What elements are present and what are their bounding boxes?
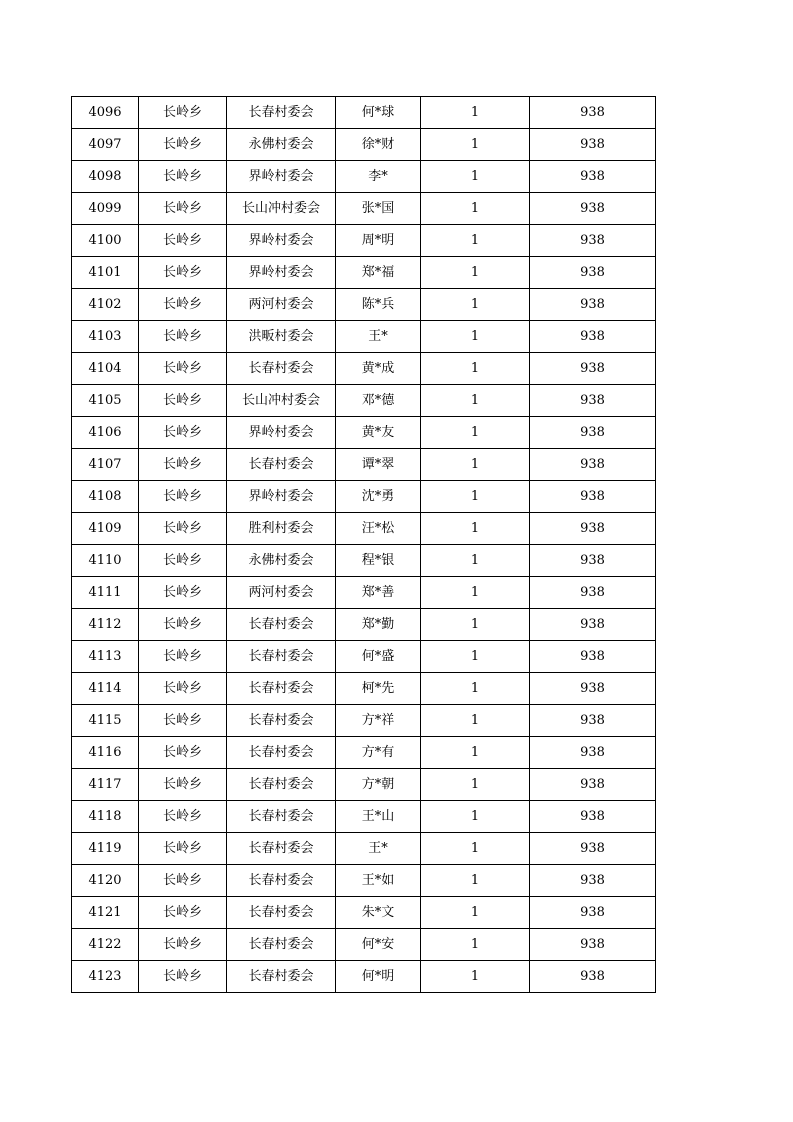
name-cell: 郑*福	[336, 257, 421, 289]
amount-cell: 938	[530, 353, 656, 385]
amount-cell: 938	[530, 961, 656, 993]
amount-cell: 938	[530, 577, 656, 609]
row-number-cell: 4123	[72, 961, 139, 993]
table-row	[72, 225, 656, 257]
row-number-cell: 4112	[72, 609, 139, 641]
township-cell: 长岭乡	[139, 129, 227, 161]
table-row	[72, 961, 656, 993]
township-cell: 长岭乡	[139, 161, 227, 193]
township-cell: 长岭乡	[139, 449, 227, 481]
row-number-cell: 4120	[72, 865, 139, 897]
row-number-cell: 4104	[72, 353, 139, 385]
amount-cell: 938	[530, 225, 656, 257]
count-cell: 1	[421, 545, 530, 577]
count-cell: 1	[421, 961, 530, 993]
amount-cell: 938	[530, 865, 656, 897]
table-row	[72, 705, 656, 737]
name-cell: 陈*兵	[336, 289, 421, 321]
count-cell: 1	[421, 577, 530, 609]
name-cell: 程*银	[336, 545, 421, 577]
village-committee-cell: 长春村委会	[227, 737, 336, 769]
table-row	[72, 801, 656, 833]
table-row	[72, 769, 656, 801]
township-cell: 长岭乡	[139, 353, 227, 385]
row-number-cell: 4096	[72, 97, 139, 129]
name-cell: 徐*财	[336, 129, 421, 161]
village-committee-cell: 洪畈村委会	[227, 321, 336, 353]
name-cell: 王*	[336, 833, 421, 865]
township-cell: 长岭乡	[139, 897, 227, 929]
village-committee-cell: 界岭村委会	[227, 257, 336, 289]
name-cell: 沈*勇	[336, 481, 421, 513]
village-committee-cell: 界岭村委会	[227, 481, 336, 513]
table-row	[72, 737, 656, 769]
table-row	[72, 641, 656, 673]
village-committee-cell: 长春村委会	[227, 769, 336, 801]
name-cell: 方*朝	[336, 769, 421, 801]
count-cell: 1	[421, 257, 530, 289]
township-cell: 长岭乡	[139, 769, 227, 801]
township-cell: 长岭乡	[139, 929, 227, 961]
township-cell: 长岭乡	[139, 577, 227, 609]
village-committee-cell: 界岭村委会	[227, 225, 336, 257]
name-cell: 汪*松	[336, 513, 421, 545]
amount-cell: 938	[530, 161, 656, 193]
count-cell: 1	[421, 609, 530, 641]
data-table	[71, 96, 656, 993]
table-row	[72, 513, 656, 545]
table-row	[72, 449, 656, 481]
row-number-cell: 4102	[72, 289, 139, 321]
row-number-cell: 4109	[72, 513, 139, 545]
row-number-cell: 4116	[72, 737, 139, 769]
table-row	[72, 321, 656, 353]
amount-cell: 938	[530, 673, 656, 705]
table-row	[72, 609, 656, 641]
amount-cell: 938	[530, 833, 656, 865]
count-cell: 1	[421, 865, 530, 897]
count-cell: 1	[421, 897, 530, 929]
row-number-cell: 4117	[72, 769, 139, 801]
township-cell: 长岭乡	[139, 609, 227, 641]
count-cell: 1	[421, 161, 530, 193]
count-cell: 1	[421, 769, 530, 801]
township-cell: 长岭乡	[139, 225, 227, 257]
amount-cell: 938	[530, 193, 656, 225]
name-cell: 方*祥	[336, 705, 421, 737]
table-row	[72, 833, 656, 865]
village-committee-cell: 长山冲村委会	[227, 385, 336, 417]
table-row	[72, 129, 656, 161]
row-number-cell: 4100	[72, 225, 139, 257]
village-committee-cell: 界岭村委会	[227, 161, 336, 193]
row-number-cell: 4103	[72, 321, 139, 353]
amount-cell: 938	[530, 385, 656, 417]
amount-cell: 938	[530, 801, 656, 833]
table-row	[72, 97, 656, 129]
table-row	[72, 417, 656, 449]
village-committee-cell: 胜利村委会	[227, 513, 336, 545]
township-cell: 长岭乡	[139, 97, 227, 129]
township-cell: 长岭乡	[139, 417, 227, 449]
name-cell: 郑*勤	[336, 609, 421, 641]
village-committee-cell: 长春村委会	[227, 929, 336, 961]
amount-cell: 938	[530, 321, 656, 353]
table-row	[72, 673, 656, 705]
village-committee-cell: 长春村委会	[227, 97, 336, 129]
row-number-cell: 4101	[72, 257, 139, 289]
name-cell: 王*如	[336, 865, 421, 897]
table-row	[72, 257, 656, 289]
table-row	[72, 353, 656, 385]
village-committee-cell: 长山冲村委会	[227, 193, 336, 225]
row-number-cell: 4111	[72, 577, 139, 609]
amount-cell: 938	[530, 769, 656, 801]
name-cell: 邓*德	[336, 385, 421, 417]
village-committee-cell: 长春村委会	[227, 705, 336, 737]
name-cell: 何*球	[336, 97, 421, 129]
table-body	[72, 97, 656, 993]
amount-cell: 938	[530, 417, 656, 449]
village-committee-cell: 长春村委会	[227, 673, 336, 705]
amount-cell: 938	[530, 449, 656, 481]
count-cell: 1	[421, 321, 530, 353]
amount-cell: 938	[530, 481, 656, 513]
table-row	[72, 193, 656, 225]
row-number-cell: 4098	[72, 161, 139, 193]
village-committee-cell: 长春村委会	[227, 641, 336, 673]
village-committee-cell: 两河村委会	[227, 289, 336, 321]
table-row	[72, 161, 656, 193]
township-cell: 长岭乡	[139, 705, 227, 737]
row-number-cell: 4121	[72, 897, 139, 929]
village-committee-cell: 长春村委会	[227, 449, 336, 481]
count-cell: 1	[421, 673, 530, 705]
name-cell: 李*	[336, 161, 421, 193]
table-row	[72, 545, 656, 577]
amount-cell: 938	[530, 641, 656, 673]
row-number-cell: 4106	[72, 417, 139, 449]
township-cell: 长岭乡	[139, 545, 227, 577]
township-cell: 长岭乡	[139, 321, 227, 353]
count-cell: 1	[421, 481, 530, 513]
village-committee-cell: 长春村委会	[227, 353, 336, 385]
count-cell: 1	[421, 929, 530, 961]
village-committee-cell: 长春村委会	[227, 897, 336, 929]
row-number-cell: 4108	[72, 481, 139, 513]
row-number-cell: 4107	[72, 449, 139, 481]
count-cell: 1	[421, 129, 530, 161]
amount-cell: 938	[530, 929, 656, 961]
name-cell: 黄*友	[336, 417, 421, 449]
amount-cell: 938	[530, 257, 656, 289]
name-cell: 张*国	[336, 193, 421, 225]
amount-cell: 938	[530, 705, 656, 737]
township-cell: 长岭乡	[139, 865, 227, 897]
amount-cell: 938	[530, 289, 656, 321]
village-committee-cell: 永佛村委会	[227, 545, 336, 577]
count-cell: 1	[421, 513, 530, 545]
township-cell: 长岭乡	[139, 737, 227, 769]
township-cell: 长岭乡	[139, 833, 227, 865]
table-row	[72, 289, 656, 321]
count-cell: 1	[421, 705, 530, 737]
row-number-cell: 4119	[72, 833, 139, 865]
township-cell: 长岭乡	[139, 385, 227, 417]
township-cell: 长岭乡	[139, 801, 227, 833]
row-number-cell: 4097	[72, 129, 139, 161]
name-cell: 王*	[336, 321, 421, 353]
table-row	[72, 577, 656, 609]
count-cell: 1	[421, 833, 530, 865]
village-committee-cell: 界岭村委会	[227, 417, 336, 449]
village-committee-cell: 长春村委会	[227, 961, 336, 993]
amount-cell: 938	[530, 545, 656, 577]
row-number-cell: 4122	[72, 929, 139, 961]
table-row	[72, 865, 656, 897]
village-committee-cell: 长春村委会	[227, 833, 336, 865]
table-row	[72, 897, 656, 929]
count-cell: 1	[421, 97, 530, 129]
amount-cell: 938	[530, 737, 656, 769]
township-cell: 长岭乡	[139, 961, 227, 993]
village-committee-cell: 两河村委会	[227, 577, 336, 609]
amount-cell: 938	[530, 97, 656, 129]
table-row	[72, 929, 656, 961]
township-cell: 长岭乡	[139, 673, 227, 705]
village-committee-cell: 长春村委会	[227, 609, 336, 641]
amount-cell: 938	[530, 897, 656, 929]
township-cell: 长岭乡	[139, 641, 227, 673]
count-cell: 1	[421, 353, 530, 385]
row-number-cell: 4115	[72, 705, 139, 737]
row-number-cell: 4099	[72, 193, 139, 225]
row-number-cell: 4105	[72, 385, 139, 417]
village-committee-cell: 长春村委会	[227, 801, 336, 833]
name-cell: 方*有	[336, 737, 421, 769]
village-committee-cell: 永佛村委会	[227, 129, 336, 161]
count-cell: 1	[421, 385, 530, 417]
count-cell: 1	[421, 737, 530, 769]
count-cell: 1	[421, 641, 530, 673]
name-cell: 谭*翠	[336, 449, 421, 481]
count-cell: 1	[421, 449, 530, 481]
name-cell: 柯*先	[336, 673, 421, 705]
count-cell: 1	[421, 289, 530, 321]
name-cell: 黄*成	[336, 353, 421, 385]
name-cell: 何*盛	[336, 641, 421, 673]
township-cell: 长岭乡	[139, 513, 227, 545]
name-cell: 郑*善	[336, 577, 421, 609]
row-number-cell: 4113	[72, 641, 139, 673]
name-cell: 王*山	[336, 801, 421, 833]
amount-cell: 938	[530, 609, 656, 641]
village-committee-cell: 长春村委会	[227, 865, 336, 897]
count-cell: 1	[421, 801, 530, 833]
count-cell: 1	[421, 417, 530, 449]
row-number-cell: 4110	[72, 545, 139, 577]
count-cell: 1	[421, 193, 530, 225]
amount-cell: 938	[530, 129, 656, 161]
row-number-cell: 4118	[72, 801, 139, 833]
name-cell: 何*明	[336, 961, 421, 993]
name-cell: 朱*文	[336, 897, 421, 929]
name-cell: 周*明	[336, 225, 421, 257]
table-row	[72, 481, 656, 513]
name-cell: 何*安	[336, 929, 421, 961]
township-cell: 长岭乡	[139, 257, 227, 289]
township-cell: 长岭乡	[139, 481, 227, 513]
row-number-cell: 4114	[72, 673, 139, 705]
township-cell: 长岭乡	[139, 193, 227, 225]
amount-cell: 938	[530, 513, 656, 545]
count-cell: 1	[421, 225, 530, 257]
township-cell: 长岭乡	[139, 289, 227, 321]
table-row	[72, 385, 656, 417]
